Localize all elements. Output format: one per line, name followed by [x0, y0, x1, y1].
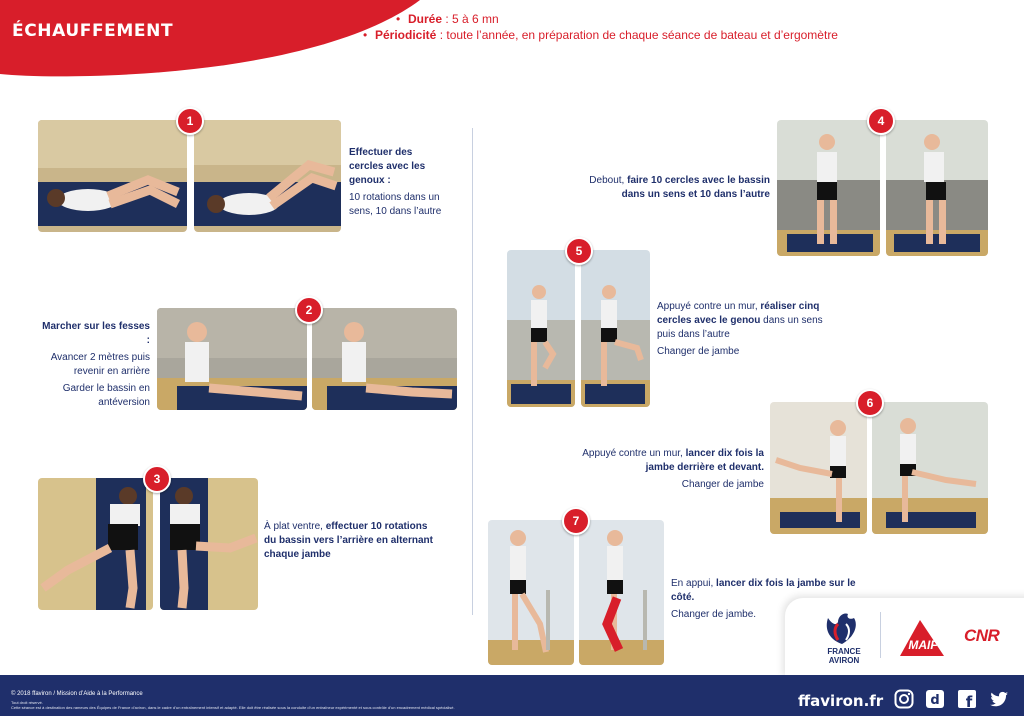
exercise-3-number-badge: 3	[143, 465, 171, 493]
periodicite-label: Périodicité	[375, 28, 437, 42]
twitter-icon[interactable]	[989, 689, 1009, 709]
exercise-1-photo-b	[194, 120, 341, 232]
exercise-3-description: À plat ventre, effectuer 10 rotations du bassin vers l’arrière en alternant chaque jambe	[264, 521, 433, 560]
exercise-1-photo-a	[38, 120, 187, 232]
exercise-2-description: Marcher sur les fesses : Avancer 2 mètres puis revenir en arrière Garder le bassin en antéversion	[42, 321, 150, 408]
svg-text:f: f	[965, 693, 973, 709]
exercise-5-description: Appuyé contre un mur, réaliser cinq cercles avec le genou dans un sens puis dans l’autre Changer de jambe	[657, 301, 823, 357]
meta-periodicite: • Périodicité : toute l’année, en préparation de chaque séance de bateau et d’ergomètre	[363, 28, 838, 42]
cnr-logo: CNR	[964, 626, 1000, 645]
page-title: ÉCHAUFFEMENT	[12, 21, 174, 41]
exercise-6-photo-b	[872, 402, 988, 534]
exercise-2-photo-b	[312, 308, 457, 410]
periodicite-value: : toute l’année, en préparation de chaque séance de bateau et d’ergomètre	[436, 28, 838, 42]
exercise-2-number-badge: 2	[295, 296, 323, 324]
exercise-3-photo-b	[160, 478, 258, 610]
exercise-4-description: Debout, faire 10 cercles avec le bassin dans un sens et 10 dans l’autre	[589, 175, 770, 200]
footer-website-link[interactable]: ffaviron.fr	[798, 692, 884, 710]
column-divider	[472, 128, 473, 615]
duree-value: : 5 à 6 mn	[442, 12, 499, 26]
exercise-6-description: Appuyé contre un mur, lancer dix fois la jambe derrière et devant. Changer de jambe	[582, 448, 764, 490]
instagram-icon[interactable]	[894, 689, 914, 709]
exercise-4-photo-b	[886, 120, 988, 256]
exercise-1-description: Effectuer des cercles avec les genoux : 10 rotations dans un sens, 10 dans l’autre	[349, 147, 442, 217]
footer-legal: Tout droit réservé. Cette séance est à destination des rameurs des Équipes de France d’aviron, dans le cadre d’un entraînement intensif et adapté. Elle doit être réalisée sous la conduite d’un entraîneur expérimenté et sous contrôle d’un encadrement médical spécialisé.	[11, 700, 455, 710]
facebook-icon[interactable]	[957, 689, 977, 709]
footer-copyright: © 2018 ffaviron / Mission d’Aide à la Performance	[11, 691, 143, 697]
exercise-2-photo-a	[157, 308, 307, 410]
exercise-4-photo-a	[777, 120, 880, 256]
rooster-logo-icon	[820, 610, 864, 646]
logo-separator	[880, 612, 881, 658]
exercise-5-number-badge: 5	[565, 237, 593, 265]
svg-text:d: d	[930, 693, 940, 708]
exercise-1-number-badge: 1	[176, 107, 204, 135]
france-aviron-logo: FRANCE AVIRON	[827, 647, 861, 665]
duree-label: Durée	[408, 12, 443, 26]
meta-duree: • Durée : 5 à 6 mn	[396, 12, 499, 26]
exercise-7-number-badge: 7	[562, 507, 590, 535]
exercise-5-photo-a	[507, 250, 575, 407]
maif-logo-text: MAIF	[908, 638, 938, 652]
exercise-7-photo-b	[579, 520, 664, 665]
exercise-5-photo-b	[581, 250, 650, 407]
exercise-7-description: En appui, lancer dix fois la jambe sur le côté. Changer de jambe.	[671, 578, 856, 620]
exercise-3-photo-a	[38, 478, 153, 610]
exercise-4-number-badge: 4	[867, 107, 895, 135]
exercise-6-photo-a	[770, 402, 867, 534]
exercise-6-number-badge: 6	[856, 389, 884, 417]
dailymotion-icon[interactable]	[925, 689, 945, 709]
exercise-7-photo-a	[488, 520, 574, 665]
